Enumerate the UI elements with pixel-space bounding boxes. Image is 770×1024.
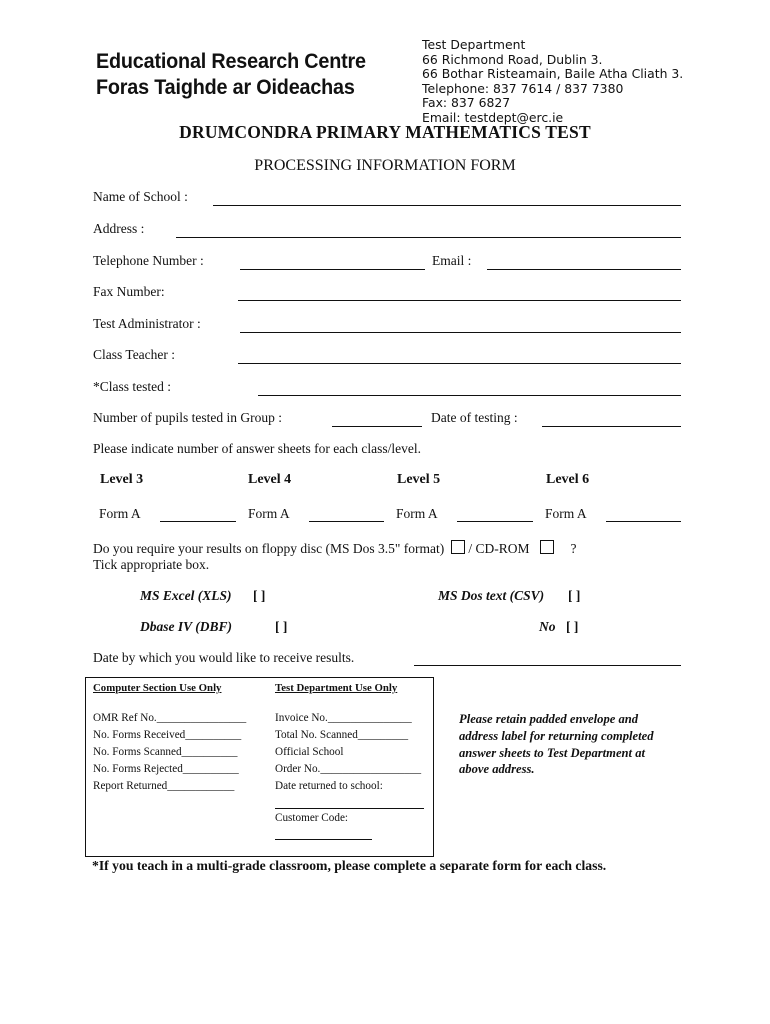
- customer-code-label: Customer Code:: [275, 812, 349, 824]
- test-department-list: [275, 710, 421, 795]
- list-item: Invoice No._______________: [275, 712, 412, 724]
- administrator-label: Test Administrator :: [93, 316, 201, 331]
- contact-line: Telephone: 837 7614 / 837 7380: [422, 80, 624, 96]
- disc-question-line: [93, 540, 576, 557]
- list-item: Total No. Scanned_________: [275, 729, 409, 741]
- list-item: Order No.__________________: [275, 763, 422, 775]
- date-returned-field[interactable]: [275, 808, 424, 809]
- contact-line: Fax: 837 6827: [422, 95, 511, 111]
- excel-label: MS Excel (XLS): [140, 588, 232, 603]
- fax-label: Fax Number:: [93, 284, 165, 299]
- dbase-bracket[interactable]: [ ]: [275, 619, 288, 634]
- teacher-field[interactable]: [238, 363, 681, 364]
- form-subtitle: PROCESSING INFORMATION FORM: [254, 157, 516, 174]
- school-field[interactable]: [213, 205, 681, 206]
- csv-bracket[interactable]: [ ]: [568, 588, 581, 603]
- class-tested-label: *Class tested :: [93, 379, 171, 394]
- csv-label: MS Dos text (CSV): [438, 588, 545, 603]
- fax-field[interactable]: [238, 300, 681, 301]
- level-4-form-label: Form A: [248, 506, 290, 521]
- tick-instruction: Tick appropriate box.: [93, 557, 210, 572]
- administrator-field[interactable]: [240, 332, 681, 333]
- footer-note: *If you teach in a multi-grade classroom, please complete a separate form for each class.: [92, 858, 607, 873]
- question-mark: ?: [570, 541, 577, 556]
- computer-section-list: [93, 710, 246, 795]
- cdrom-label: / CD-ROM: [468, 541, 530, 556]
- envelope-note: Please retain padded envelope and address label for returning completed answer sheets to Test Department at above address.: [459, 712, 654, 777]
- dbase-label: Dbase IV (DBF): [140, 619, 233, 634]
- list-item: Report Returned____________: [93, 780, 235, 792]
- class-tested-field[interactable]: [258, 395, 681, 396]
- date-testing-field[interactable]: [542, 426, 681, 427]
- org-name-english: Educational Research Centre: [96, 49, 366, 73]
- address-label: Address :: [93, 221, 145, 236]
- contact-block: [422, 38, 683, 126]
- teacher-label: Class Teacher :: [93, 347, 176, 362]
- no-bracket[interactable]: [ ]: [566, 619, 579, 634]
- receive-date-field[interactable]: [414, 665, 681, 666]
- customer-code-field[interactable]: [275, 839, 372, 840]
- org-name-irish: Foras Taighde ar Oideachas: [96, 75, 355, 99]
- level-6-heading: Level 6: [546, 472, 590, 487]
- level-5-form-label: Form A: [396, 506, 438, 521]
- level-6-form-field[interactable]: [606, 521, 681, 522]
- list-item: OMR Ref No.________________: [93, 712, 247, 724]
- answer-sheets-prompt: Please indicate number of answer sheets for each class/level.: [93, 441, 421, 456]
- level-4-heading: Level 4: [248, 472, 292, 487]
- level-3-form-label: Form A: [99, 506, 141, 521]
- no-label: No: [539, 619, 556, 634]
- contact-line: Email: testdept@erc.ie: [422, 109, 564, 125]
- contact-line: 66 Bothar Risteamain, Baile Atha Cliath 3.: [422, 66, 684, 82]
- computer-section-title: Computer Section Use Only: [93, 682, 222, 694]
- contact-line: 66 Richmond Road, Dublin 3.: [422, 51, 603, 67]
- disc-question: Do you require your results on floppy disc (MS Dos 3.5" format): [93, 541, 445, 556]
- excel-bracket[interactable]: [ ]: [253, 588, 266, 603]
- list-item: Date returned to school:: [275, 780, 383, 792]
- list-item: No. Forms Received__________: [93, 729, 242, 741]
- level-5-heading: Level 5: [397, 472, 441, 487]
- address-field[interactable]: [176, 237, 681, 238]
- email-field[interactable]: [487, 269, 681, 270]
- level-3-form-field[interactable]: [160, 521, 236, 522]
- level-3-heading: Level 3: [100, 472, 144, 487]
- list-item: No. Forms Rejected__________: [93, 763, 239, 775]
- test-department-title: Test Department Use Only: [275, 682, 398, 694]
- telephone-label: Telephone Number :: [93, 253, 204, 268]
- cdrom-checkbox[interactable]: [540, 540, 554, 554]
- email-label: Email :: [432, 253, 472, 268]
- list-item: No. Forms Scanned__________: [93, 746, 238, 758]
- floppy-checkbox[interactable]: [451, 540, 465, 554]
- pupils-field[interactable]: [332, 426, 422, 427]
- pupils-label: Number of pupils tested in Group :: [93, 410, 282, 425]
- level-6-form-label: Form A: [545, 506, 587, 521]
- contact-line: Test Department: [422, 37, 526, 52]
- telephone-field[interactable]: [240, 269, 425, 270]
- date-testing-label: Date of testing :: [431, 410, 518, 425]
- level-5-form-field[interactable]: [457, 521, 533, 522]
- page-title: DRUMCONDRA PRIMARY MATHEMATICS TEST: [179, 122, 591, 142]
- school-label: Name of School :: [93, 189, 188, 204]
- list-item: Official School: [275, 746, 344, 758]
- receive-date-label: Date by which you would like to receive results.: [93, 650, 355, 665]
- level-4-form-field[interactable]: [309, 521, 384, 522]
- org-name: [96, 48, 366, 100]
